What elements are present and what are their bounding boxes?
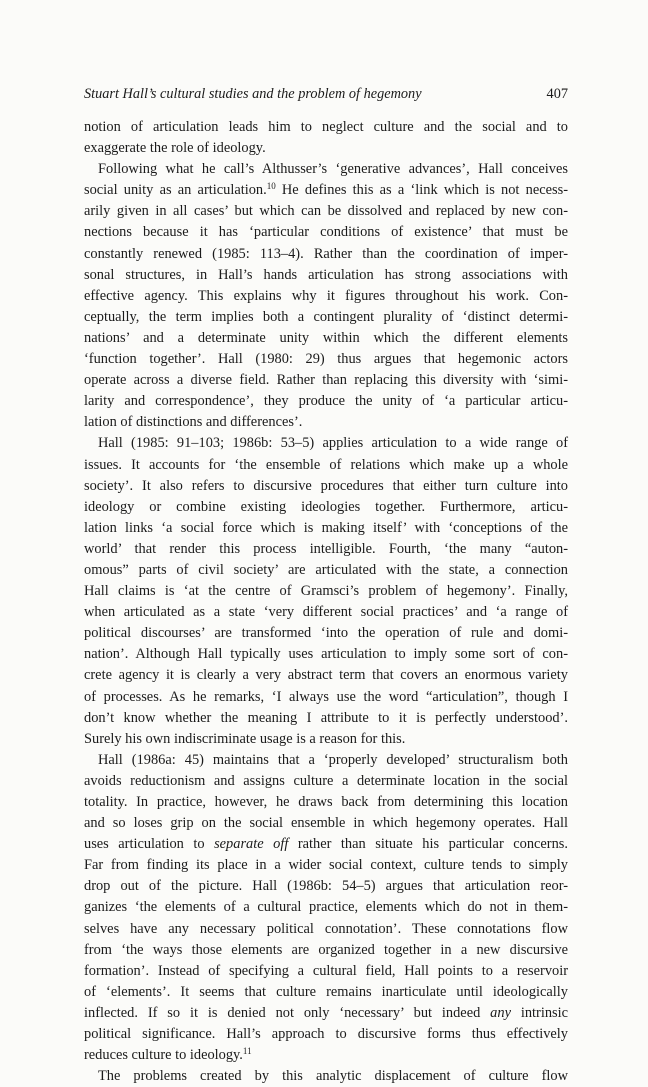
- text-line-main: ceptually, the term implies both a contingent plurality of ‘distinct determi-: [84, 308, 568, 325]
- text-line-main: notion of articulation leads him to neglect culture and the social and to: [84, 119, 568, 135]
- text-line-main: ganizes ‘the elements of a cultural practice, elements which do not in them-: [84, 899, 568, 916]
- text-line: [84, 1003, 568, 1024]
- text-line-main: of ‘elements’. It seems that culture remains inarticulate until ideologically: [84, 983, 568, 1000]
- text-line-main: uses articulation to: [84, 836, 215, 853]
- text-line-main: totality. In practice, however, he draws back from determining this location: [84, 794, 568, 810]
- text-line-main: nation’. Although Hall typically uses articulation to imply some sort of con-: [84, 646, 568, 663]
- text-line: [84, 855, 568, 876]
- text-line-main: world’ that render this process intelligible. Fourth, ‘the many “auton-: [84, 540, 568, 557]
- text-line: [84, 623, 568, 644]
- text-line: [84, 476, 568, 497]
- text-line-continuation: intrinsic: [510, 1004, 569, 1021]
- text-line: [84, 750, 568, 771]
- text-line-main: political discourses’ are transformed ‘into the operation of rule and domi-: [84, 625, 568, 642]
- text-line-main: operate across a diverse field. Rather than replacing this diversity with ‘simi-: [84, 372, 568, 389]
- text-line-main: larity and correspondence’, they produce the unity of ‘a particular articu-: [84, 393, 568, 410]
- text-line-main: lation links ‘a social force which is making itself’ with ‘conceptions of the: [84, 519, 568, 536]
- text-line: [84, 286, 568, 307]
- text-line-main: society’. It also refers to discursive procedures that either turn culture into: [84, 477, 568, 494]
- footnote-marker: 10: [266, 181, 276, 192]
- text-line: [84, 771, 568, 792]
- text-line: [84, 792, 568, 813]
- text-line: [84, 1045, 568, 1066]
- text-line: [84, 201, 568, 222]
- page-number: 407: [546, 86, 568, 102]
- emphasis: separate off: [214, 836, 289, 853]
- running-title: Stuart Hall’s cultural studies and the problem of hegemony: [84, 86, 422, 102]
- text-line: [84, 412, 568, 433]
- text-line: [84, 138, 568, 159]
- text-line-main: nections because it has ‘particular conditions of existence’ that must be: [84, 224, 568, 241]
- text-line-main: of processes. As he remarks, ‘I always use the word “articulation”, though I: [84, 688, 568, 705]
- text-line: [84, 328, 568, 349]
- text-line: [84, 940, 568, 961]
- text-line-main: omous” parts of civil society’ are articulated with the state, a connection: [84, 561, 568, 578]
- text-line-main: social unity as an articulation.: [84, 182, 267, 199]
- text-line: [84, 581, 568, 602]
- footnote-marker: 11: [242, 1046, 252, 1057]
- text-line-main: sonal structures, in Hall’s hands articulation has strong associations with: [84, 266, 568, 283]
- text-line: [84, 834, 568, 855]
- text-line: [84, 518, 568, 539]
- text-line: [84, 602, 568, 623]
- running-header: [84, 84, 568, 104]
- text-line: [84, 919, 568, 940]
- text-line: [84, 455, 568, 476]
- text-line: [84, 560, 568, 581]
- text-line-main: nations’ and a determinate unity within which the different elements: [84, 329, 568, 346]
- text-line: [84, 433, 568, 454]
- text-line-main: ideology or combine existing ideologies together. Furthermore, articu-: [84, 498, 568, 515]
- text-line: [84, 1024, 568, 1045]
- text-line-main: Hall claims is ‘at the centre of Gramsci’s problem of hegemony’. Finally,: [84, 583, 568, 600]
- text-line: [84, 349, 568, 370]
- text-line-main: reduces culture to ideology.: [84, 1047, 243, 1064]
- text-line-main: Hall (1985: 91–103; 1986b: 53–5) applies articulation to a wide range of: [98, 435, 568, 452]
- text-line-main: Hall (1986a: 45) maintains that a ‘properly developed’ structuralism both: [98, 751, 568, 768]
- text-line: [84, 391, 568, 412]
- text-line: [84, 982, 568, 1003]
- text-line: [84, 159, 568, 180]
- text-line: [84, 180, 568, 201]
- text-line: [84, 708, 568, 729]
- text-line-main: when articulated as a state ‘very different social practices’ and ‘a range of: [84, 604, 568, 621]
- text-line-main: constantly renewed (1985: 113–4). Rather than the coordination of imper-: [84, 245, 568, 262]
- text-line-main: Following what he call’s Althusser’s ‘generative advances’, Hall conceives: [98, 161, 568, 178]
- text-line: [84, 265, 568, 286]
- text-line-main: crete agency it is clearly a very abstract term that covers an enormous variety: [84, 667, 568, 684]
- text-line-main: inflected. If so it is denied not only ‘necessary’ but indeed: [84, 1004, 491, 1021]
- text-line: [84, 1066, 568, 1087]
- text-line: [84, 370, 568, 391]
- text-line-main: ‘function together’. Hall (1980: 29) thus argues that hegemonic actors: [84, 351, 568, 368]
- body-text: [84, 117, 568, 1087]
- text-line-main: Far from finding its place in a wider social context, culture tends to simply: [84, 857, 568, 874]
- text-line: [84, 222, 568, 243]
- text-line: [84, 729, 568, 750]
- text-line: [84, 539, 568, 560]
- text-line: [84, 687, 568, 708]
- text-line: [84, 644, 568, 665]
- text-line-main: arily given in all cases’ but which can be dissolved and replaced by new con-: [84, 203, 568, 220]
- emphasis: any: [490, 1004, 511, 1021]
- text-line-main: drop out of the picture. Hall (1986b: 54–5) argues that articulation reor-: [84, 878, 568, 895]
- text-line: [84, 307, 568, 328]
- text-line: [84, 813, 568, 834]
- text-line-main: from ‘the ways those elements are organized together in a new discursive: [84, 941, 568, 958]
- text-line-continuation: rather than situate his particular concerns.: [288, 836, 568, 853]
- text-line: [84, 665, 568, 686]
- text-line: [84, 244, 568, 265]
- text-line-main: lation of distinctions and differences’.: [84, 414, 303, 431]
- text-line-main: exaggerate the role of ideology.: [84, 140, 266, 157]
- text-line-main: avoids reductionism and assigns culture a determinate location in the social: [84, 772, 568, 789]
- text-line: [84, 497, 568, 518]
- text-line-continuation: He defines this as a ‘link which is not necess-: [275, 182, 568, 199]
- text-line-main: The problems created by this analytic displacement of culture flow: [98, 1068, 568, 1085]
- text-line-main: effective agency. This explains why it figures throughout his work. Con-: [84, 287, 568, 304]
- text-line: [84, 117, 568, 138]
- text-line-main: issues. It accounts for ‘the ensemble of relations which make up a whole: [84, 456, 568, 473]
- text-line: [84, 961, 568, 982]
- text-line-main: Surely his own indiscriminate usage is a reason for this.: [84, 730, 406, 747]
- text-line: [84, 897, 568, 918]
- text-line-main: and so loses grip on the social ensemble in which hegemony operates. Hall: [84, 815, 568, 832]
- text-line-main: formation’. Instead of specifying a cultural field, Hall points to a reservoir: [84, 962, 568, 979]
- text-line: [84, 876, 568, 897]
- text-line-main: selves have any necessary political connotation’. These connotations flow: [84, 920, 568, 937]
- text-line-main: political significance. Hall’s approach to discursive forms thus effectively: [84, 1026, 568, 1043]
- text-line-main: don’t know whether the meaning I attribute to it is perfectly understood’.: [84, 709, 568, 726]
